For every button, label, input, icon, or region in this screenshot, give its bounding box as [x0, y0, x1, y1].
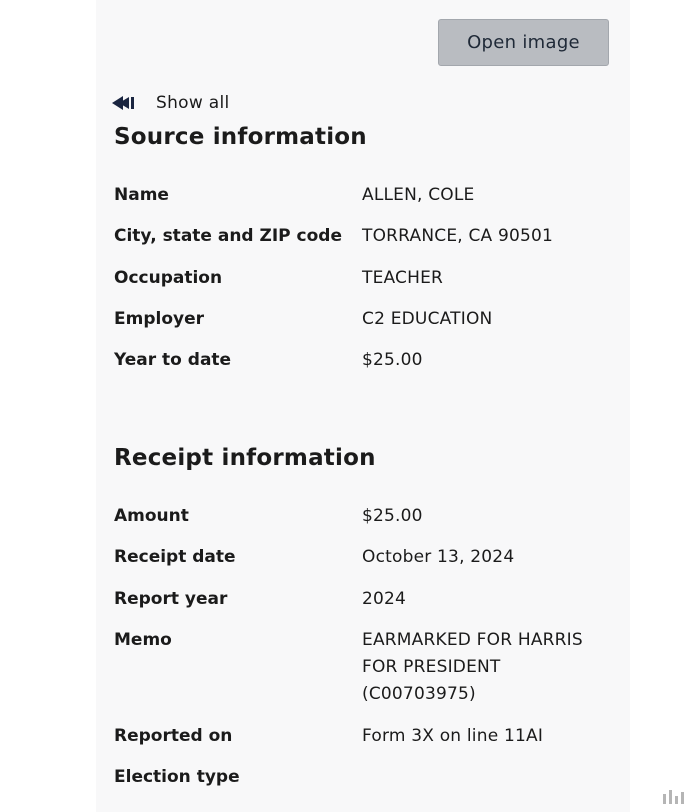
row-label: Memo: [114, 630, 172, 650]
row-value: C2 EDUCATION: [362, 309, 493, 329]
row-label: Report year: [114, 589, 228, 609]
row-value: ALLEN, COLE: [362, 185, 475, 205]
row-label: City, state and ZIP code: [114, 226, 343, 246]
row-label: Occupation: [114, 268, 223, 288]
watermark-mark: [663, 790, 684, 804]
show-all-link[interactable]: [112, 90, 230, 116]
show-all-label: Show all: [156, 93, 230, 113]
row-value: October 13, 2024: [362, 547, 515, 567]
source-information-heading: Source information: [114, 124, 367, 150]
row-value: TORRANCE, CA 90501: [362, 226, 554, 246]
row-label: Name: [114, 185, 169, 205]
receipt-information-heading: Receipt information: [114, 445, 376, 471]
collapse-left-icon: [112, 95, 136, 111]
row-value: Form 3X on line 11AI: [362, 726, 544, 746]
row-label: Reported on: [114, 726, 233, 746]
row-label: Amount: [114, 506, 189, 526]
row-label: Election type: [114, 767, 240, 787]
row-value: 2024: [362, 589, 407, 609]
row-value: $25.00: [362, 350, 423, 370]
row-value: EARMARKED FOR HARRIS FOR PRESIDENT (C00703975): [362, 630, 583, 704]
row-label: Employer: [114, 309, 204, 329]
open-image-button[interactable]: Open image: [438, 19, 609, 66]
row-label: Year to date: [114, 350, 232, 370]
row-label: Receipt date: [114, 547, 236, 567]
row-value: TEACHER: [362, 268, 444, 288]
row-value: $25.00: [362, 506, 423, 526]
